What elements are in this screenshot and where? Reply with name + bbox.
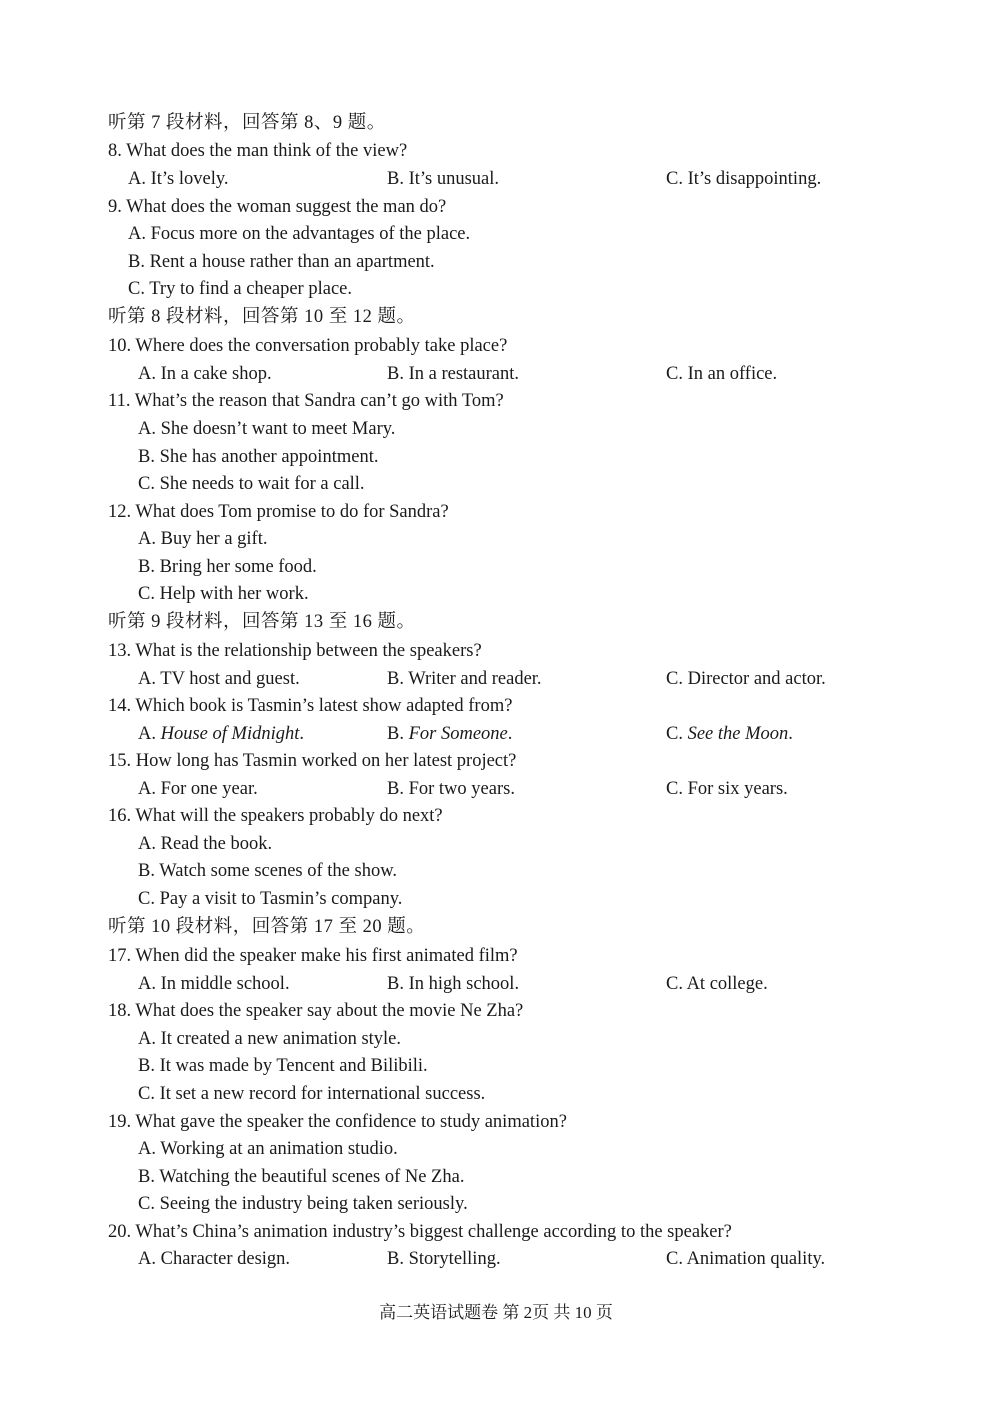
- option-c: C. It set a new record for international success.: [138, 1084, 486, 1104]
- question-19-option-b: [0, 1164, 992, 1191]
- question-11-option-b: [0, 444, 992, 471]
- question-11-option-c: [0, 471, 992, 498]
- question-16-option-c: [0, 886, 992, 913]
- option-c: C. See the Moon.: [666, 724, 793, 744]
- option-a: A. House of Midnight.: [138, 724, 304, 744]
- option-b: B. She has another appointment.: [138, 447, 379, 467]
- option-c: C. She needs to wait for a call.: [138, 474, 365, 494]
- option-b: B. In a restaurant.: [387, 364, 520, 384]
- question-11-option-a: [0, 416, 992, 443]
- option-b: B. For two years.: [387, 779, 515, 799]
- option-b: B. Storytelling.: [387, 1249, 501, 1269]
- question-19-option-a: [0, 1136, 992, 1163]
- option-c: C. Help with her work.: [138, 584, 309, 604]
- question-20-options: [0, 1246, 992, 1273]
- question-14: 14. Which book is Tasmin’s latest show adapted from?: [108, 696, 513, 716]
- question-10-options: [0, 361, 992, 388]
- option-a: A. In a cake shop.: [138, 364, 272, 384]
- question-9-option-a: [0, 221, 992, 248]
- option-a: A. Buy her a gift.: [138, 529, 268, 549]
- option-b: B. In high school.: [387, 974, 520, 994]
- question-13: 13. What is the relationship between the speakers?: [108, 641, 482, 661]
- question-9-option-c: [0, 276, 992, 303]
- question-18-option-b: [0, 1053, 992, 1080]
- question-16: 16. What will the speakers probably do next?: [108, 806, 443, 826]
- option-c: C. For six years.: [666, 779, 788, 799]
- option-a: A. Read the book.: [138, 834, 273, 854]
- option-a: A. For one year.: [138, 779, 258, 799]
- option-c: C. Seeing the industry being taken seriously.: [138, 1194, 468, 1214]
- option-c: C. In an office.: [666, 364, 778, 384]
- question-8-options: [0, 166, 992, 193]
- question-18-option-a: [0, 1026, 992, 1053]
- option-a: A. She doesn’t want to meet Mary.: [138, 419, 396, 439]
- option-a: A. It created a new animation style.: [138, 1029, 402, 1049]
- question-13-options: [0, 666, 992, 693]
- option-b: B. It’s unusual.: [387, 169, 500, 189]
- option-c: C. Director and actor.: [666, 669, 826, 689]
- question-15: 15. How long has Tasmin worked on her latest project?: [108, 751, 517, 771]
- question-12-option-b: [0, 554, 992, 581]
- section-header: 听第 7 段材料，回答第 8、9 题。: [108, 113, 386, 133]
- book-title: See the Moon: [687, 724, 789, 744]
- section-header: 听第 8 段材料，回答第 10 至 12 题。: [108, 307, 416, 327]
- option-b: B. Writer and reader.: [387, 669, 542, 689]
- section-header: 听第 9 段材料，回答第 13 至 16 题。: [108, 612, 416, 632]
- book-title: For Someone: [408, 724, 508, 744]
- option-c: C. Pay a visit to Tasmin’s company.: [138, 889, 403, 909]
- question-14-options: [0, 721, 992, 748]
- question-20: 20. What’s China’s animation industry’s biggest challenge according to the speaker?: [108, 1222, 732, 1242]
- question-17: 17. When did the speaker make his first animated film?: [108, 946, 518, 966]
- option-a: A. Focus more on the advantages of the place.: [128, 224, 471, 244]
- question-12-option-c: [0, 581, 992, 608]
- question-16-option-a: [0, 831, 992, 858]
- page-footer: 高二英语试题卷 第 2页 共 10 页: [379, 1303, 613, 1322]
- option-a: A. It’s lovely.: [128, 169, 229, 189]
- question-12: 12. What does Tom promise to do for Sandra?: [108, 502, 449, 522]
- question-11: 11. What’s the reason that Sandra can’t go with Tom?: [108, 391, 504, 411]
- question-17-options: [0, 971, 992, 998]
- option-b: B. Bring her some food.: [138, 557, 317, 577]
- question-12-option-a: [0, 526, 992, 553]
- option-a: A. In middle school.: [138, 974, 290, 994]
- question-18: 18. What does the speaker say about the movie Ne Zha?: [108, 1001, 524, 1021]
- question-16-option-b: [0, 858, 992, 885]
- question-9-option-b: [0, 249, 992, 276]
- option-c: C. Animation quality.: [666, 1249, 826, 1269]
- option-a: A. Character design.: [138, 1249, 291, 1269]
- question-8: 8. What does the man think of the view?: [108, 141, 408, 161]
- option-c: C. Try to find a cheaper place.: [128, 279, 352, 299]
- question-10: 10. Where does the conversation probably take place?: [108, 336, 508, 356]
- option-c: C. At college.: [666, 974, 768, 994]
- question-19-option-c: [0, 1191, 992, 1218]
- option-a: A. TV host and guest.: [138, 669, 300, 689]
- option-b: B. Rent a house rather than an apartment.: [128, 252, 435, 272]
- option-b: B. For Someone.: [387, 724, 513, 744]
- option-b: B. Watching the beautiful scenes of Ne Zha.: [138, 1167, 465, 1187]
- option-a: A. Working at an animation studio.: [138, 1139, 398, 1159]
- option-b: B. Watch some scenes of the show.: [138, 861, 397, 881]
- option-b: B. It was made by Tencent and Bilibili.: [138, 1056, 428, 1076]
- question-15-options: [0, 776, 992, 803]
- book-title: House of Midnight: [160, 724, 300, 744]
- question-18-option-c: [0, 1081, 992, 1108]
- question-9: 9. What does the woman suggest the man do?: [108, 197, 447, 217]
- option-c: C. It’s disappointing.: [666, 169, 822, 189]
- section-header: 听第 10 段材料，回答第 17 至 20 题。: [108, 917, 426, 937]
- question-19: 19. What gave the speaker the confidence to study animation?: [108, 1112, 567, 1132]
